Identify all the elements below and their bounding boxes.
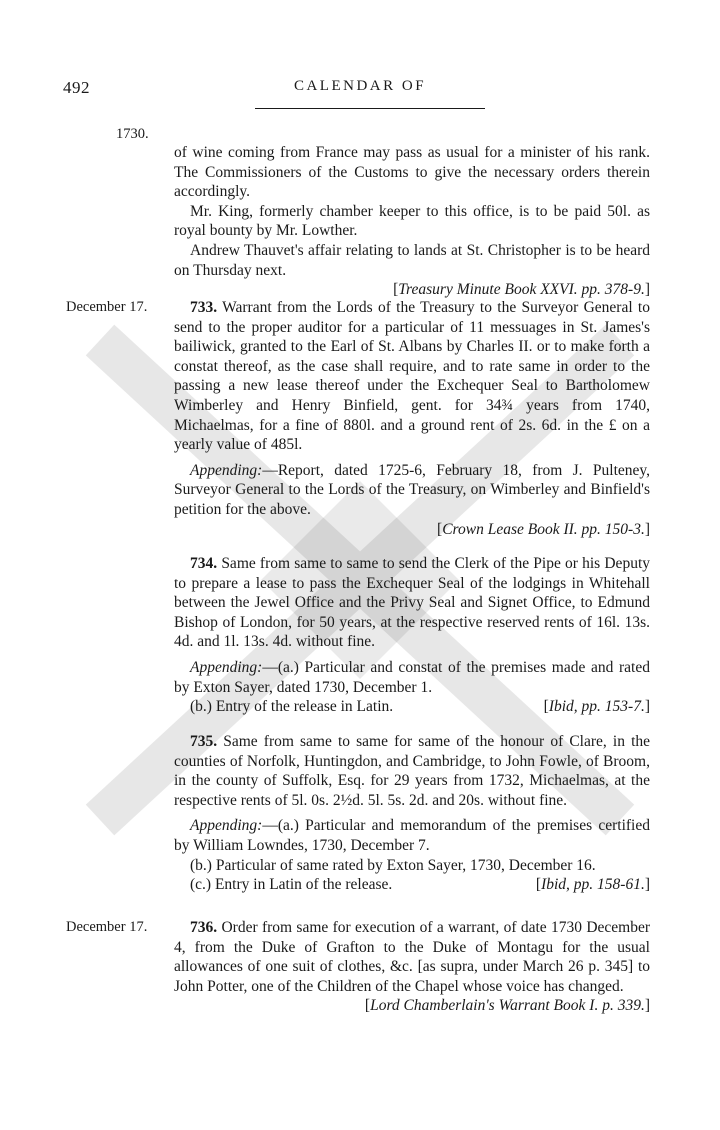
source-reference: [Ibid, pp. 158-61.] [535,876,650,894]
source-reference: [Lord Chamberlain's Warrant Book I. p. 339.] [364,997,650,1015]
entry-text: 734. Same from same to same to send the Clerk of the Pipe or his Deputy to prepare a lease to pass the Exchequer Seal of the lodgings in Whitehall between the Jewel Office and the Privy Seal and Signet Office, to Edmund Bishop of London, for 50 years, at the respective reserved rents of 16l. 13s. 4d. and 1l. 13s. 4d. without fine. [174,555,650,651]
appending-text: Appending:—Report, dated 1725-6, February 18, from J. Pulteney, Surveyor General to the Lords of the Treasury, on Wimberley and Binfield's petition for the above. [174,461,650,518]
appending-text: Appending:—(a.) Particular and constat of the premises made and rated by Exton Sayer, dated 1730, December 1. [174,658,650,696]
continuation-body [174,143,650,300]
entry-number: 736. [190,919,218,936]
source-reference: [Ibid, pp. 153-7.] [543,698,650,716]
entry-text: 735. Same from same to same for same of the honour of Clare, in the counties of Norfolk, Huntingdon, and Cambridge, to John Fowle, of Broom, in the county of Suffolk, Esq. for 29 years from 1732, Michaelmas, at the respective rents of 5l. 0s. 2½d. 5l. 5s. 2d. and 20s. without fine. [174,733,650,809]
entry-body [174,298,650,539]
continuation-line: of wine coming from France may pass as usual for a minister of his rank. The Commissioners of the Customs to give the necessary orders therein accordingly. [174,144,650,201]
appending-item: (b.) Particular of same rated by Exton Sayer, 1730, December 16. [190,856,596,874]
entry-number: 735. [190,733,218,750]
entry-body [174,554,650,717]
appending-text: Appending:—(a.) Particular and memorandum of the premises certified by William Lowndes, 1730, December 7. [174,817,650,854]
source-reference: [Treasury Minute Book XXVI. pp. 378-9.] [393,281,650,299]
appending-row [174,875,650,895]
margin-date: December 17. [66,299,148,315]
header-rule [255,108,485,109]
continuation-line: Mr. King, formerly chamber keeper to this office, is to be paid 50l. as royal bounty by Mr. Lowther. [174,202,650,240]
margin-year: 1730. [116,126,149,142]
margin-date: December 17. [66,919,148,935]
entry-text: 736. Order from same for execution of a warrant, of date 1730 December 4, from the Duke of Grafton to the Duke of Montagu for the usual allowances of one suit of clothes, &c. [as supra, under March 26 p. 345] to John Potter, one of the Children of the Chapel whose voice has changed. [174,919,651,995]
entry-body [174,732,650,895]
running-title: CALENDAR OF [293,78,427,94]
appending-row [174,697,650,717]
page-number: 492 [63,78,90,97]
entry-number: 734. [190,555,218,572]
entry-text: 733. Warrant from the Lords of the Treasury to the Surveyor General to send to the proper auditor for a particular of 11 messuages in St. James's bailiwick, granted to the Earl of St. Albans by Charles II. or to make forth a constat thereof, as the case shall require, and to rate same in order to the passing a new lease thereof under the Exchequer Seal to Bartholomew Wimberley and Henry Binfield, gent. for 34¾ years from 1740, Michaelmas, for a fine of 880l. and a ground rent of 2s. 6d. in the £ on a yearly value of 485l. [174,299,650,454]
appending-item: (c.) Entry in Latin of the release. [190,876,393,894]
source-reference: [Crown Lease Book II. pp. 150-3.] [437,520,650,538]
continuation-line: Andrew Thauvet's affair relating to lands at St. Christopher is to be heard on Thursday next. [174,241,650,279]
entry-number: 733. [190,299,218,316]
appending-item: (b.) Entry of the release in Latin. [190,698,394,716]
entry-body [174,918,650,1016]
running-head [0,76,720,116]
